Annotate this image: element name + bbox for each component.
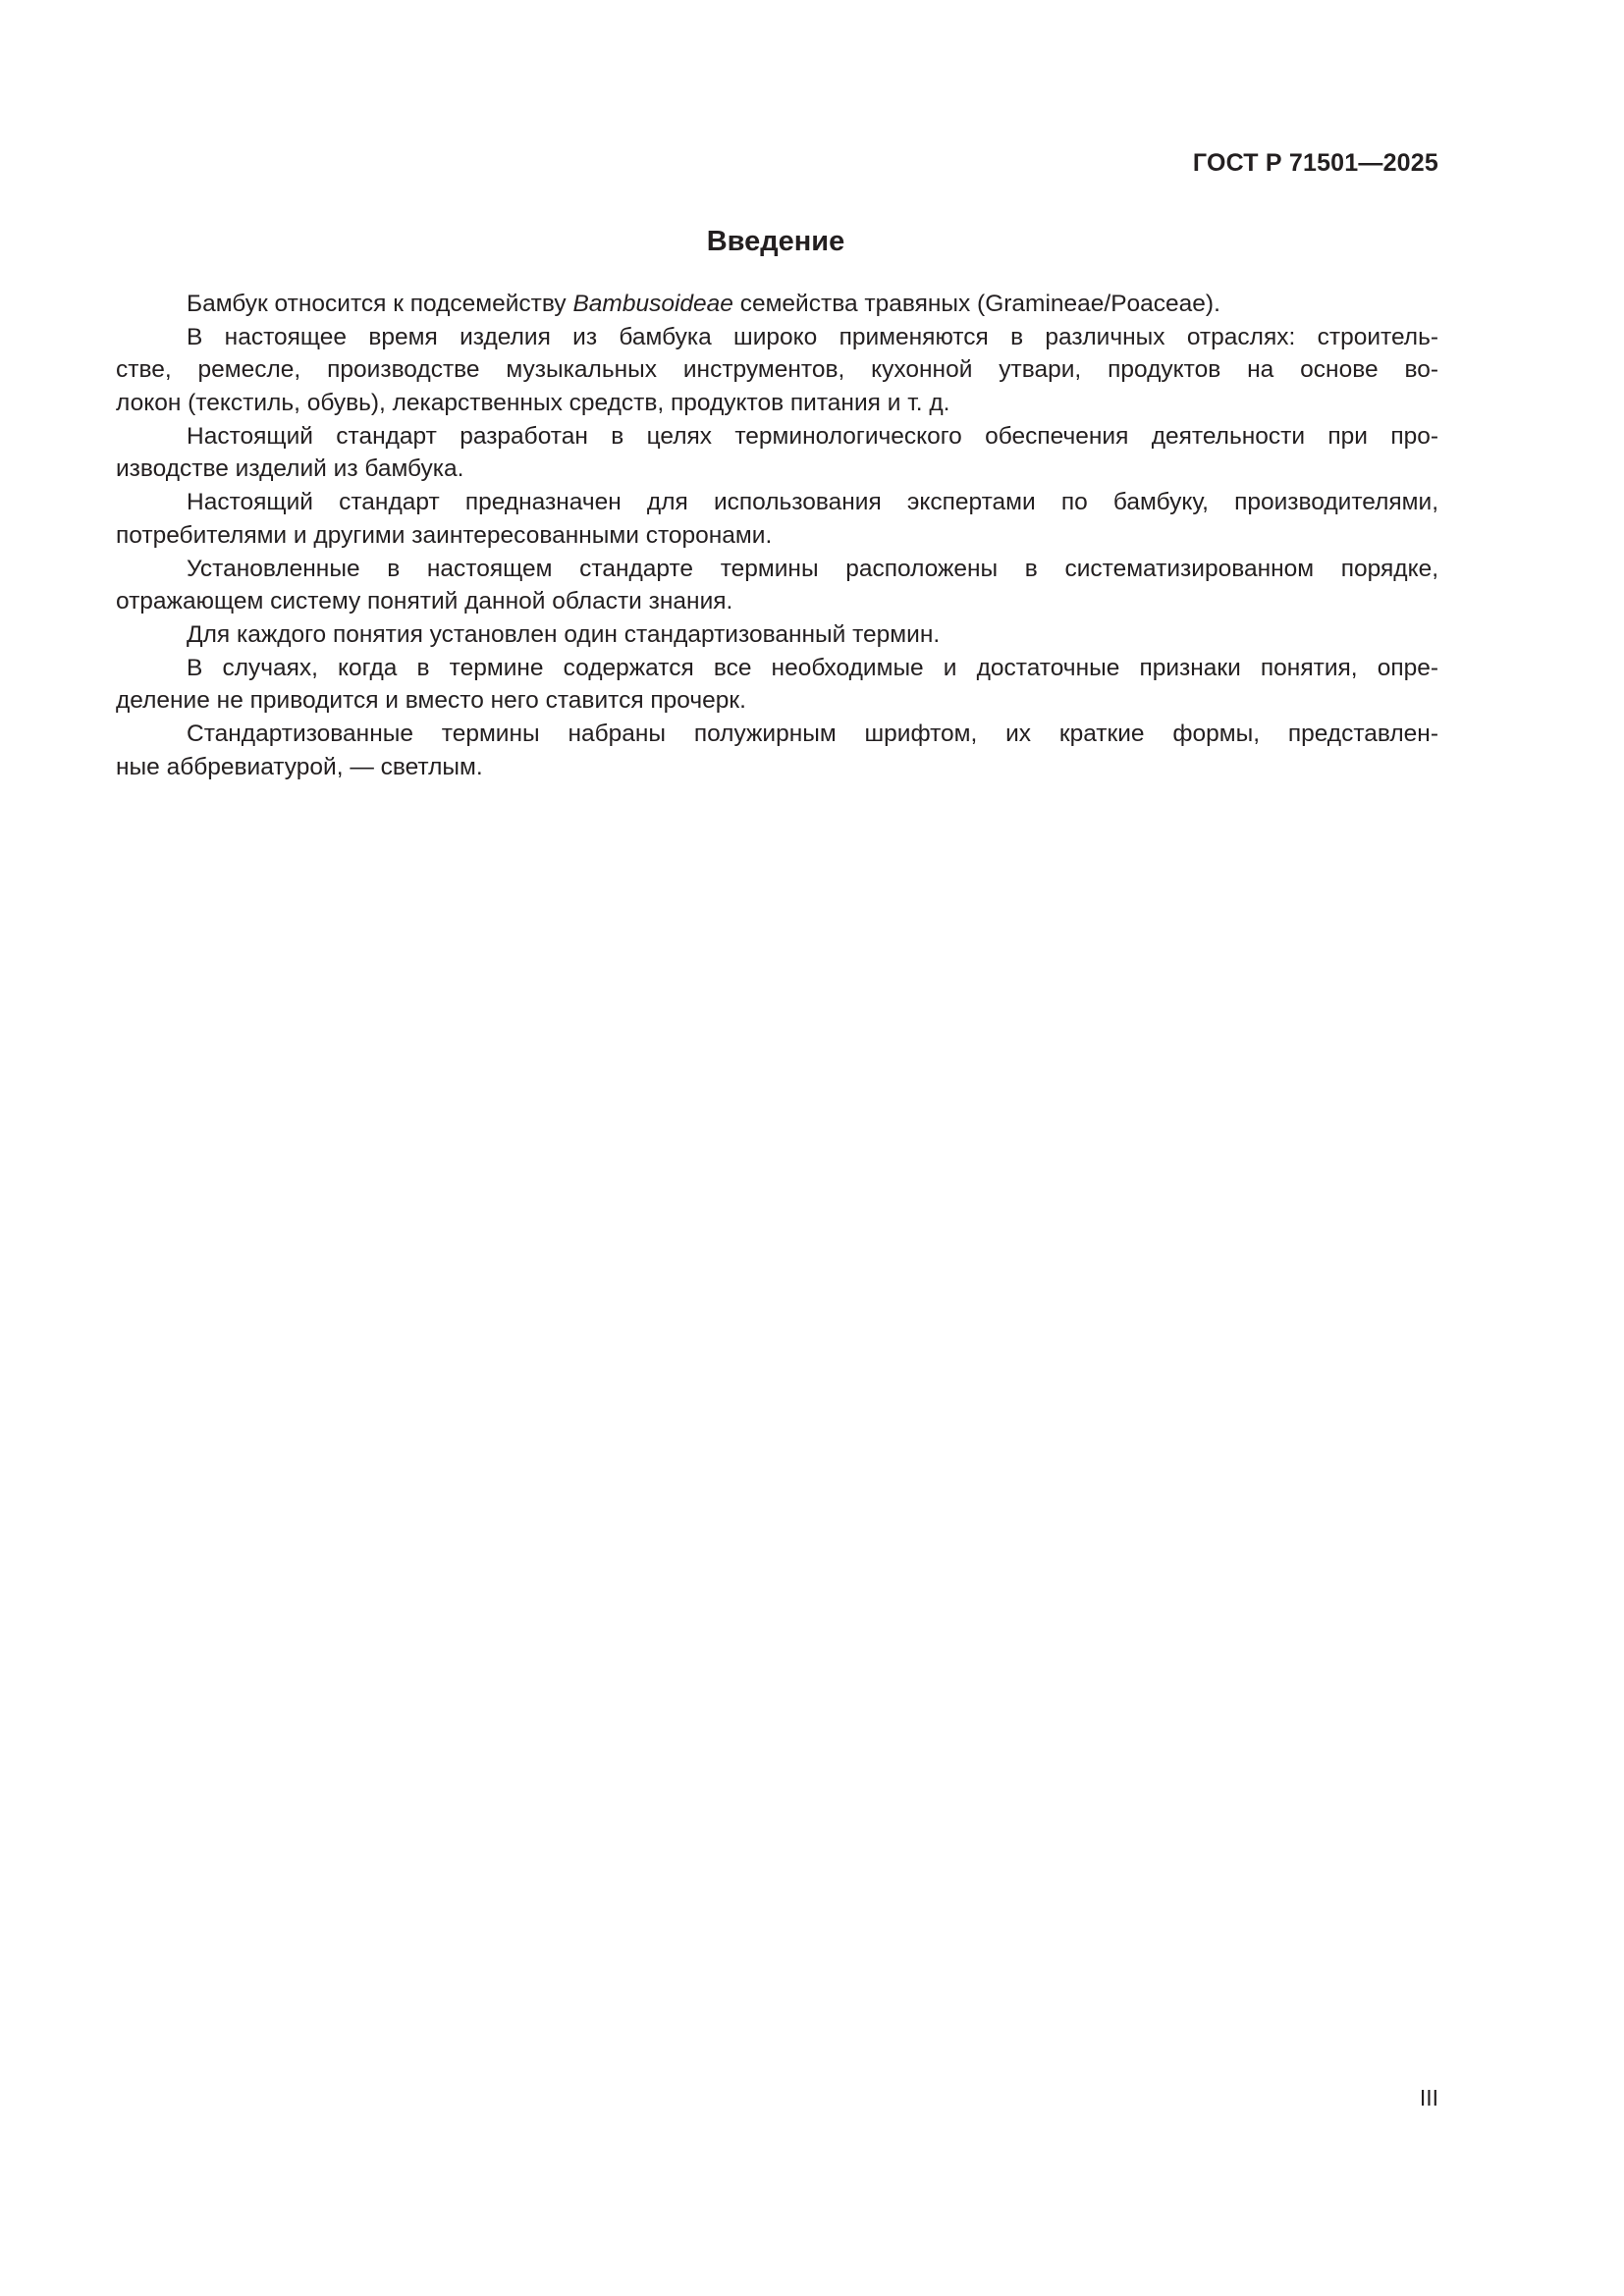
paragraph	[116, 618, 1438, 652]
paragraph	[116, 486, 1438, 552]
text-line: Стандартизованные термины набраны полужирным шрифтом, их краткие формы, представлен-	[187, 720, 1438, 747]
text-line: стве, ремесле, производстве музыкальных инструментов, кухонной утвари, продуктов на основе во-	[116, 356, 1438, 384]
standard-code-header: ГОСТ Р 71501—2025	[1192, 149, 1438, 177]
page-number: III	[1419, 2085, 1438, 2110]
text-line: В настоящее время изделия из бамбука широко применяются в различных отраслях: строитель-	[187, 323, 1438, 350]
paragraph	[116, 288, 1438, 321]
paragraph	[116, 420, 1438, 486]
paragraph	[116, 321, 1438, 420]
italic-term: Bambusoideae	[572, 291, 733, 317]
text-line: Настоящий стандарт разработан в целях терминологического обеспечения деятельности при про-	[187, 422, 1438, 450]
text-line	[116, 288, 1438, 321]
text-line: Для каждого понятия установлен один стандартизованный термин.	[187, 620, 941, 648]
text-line: Установленные в настоящем стандарте термины расположены в систематизированном порядке,	[187, 555, 1438, 582]
text-run: Бамбук относится к подсемейству	[187, 291, 573, 317]
text-line: ные аббревиатурой, — светлым.	[116, 753, 483, 780]
text-line: потребителями и другими заинтересованными сторонами.	[116, 521, 773, 549]
paragraph	[116, 553, 1438, 618]
text-line: Настоящий стандарт предназначен для использования экспертами по бамбуку, производителями,	[187, 489, 1438, 516]
introduction-body	[116, 288, 1438, 783]
text-line: отражающем систему понятий данной области знания.	[116, 588, 733, 615]
paragraph	[116, 718, 1438, 783]
paragraph	[116, 652, 1438, 718]
section-title: Введение	[706, 226, 845, 257]
text-line: В случаях, когда в термине содержатся все необходимые и достаточные признаки понятия, опре-	[187, 654, 1438, 681]
text-line: локон (текстиль, обувь), лекарственных средств, продуктов питания и т. д.	[116, 390, 950, 417]
text-run: семейства травяных (Gramineae/Poaceae).	[732, 291, 1220, 317]
text-line: изводстве изделий из бамбука.	[116, 455, 464, 483]
text-line: деление не приводится и вместо него ставится прочерк.	[116, 687, 746, 715]
